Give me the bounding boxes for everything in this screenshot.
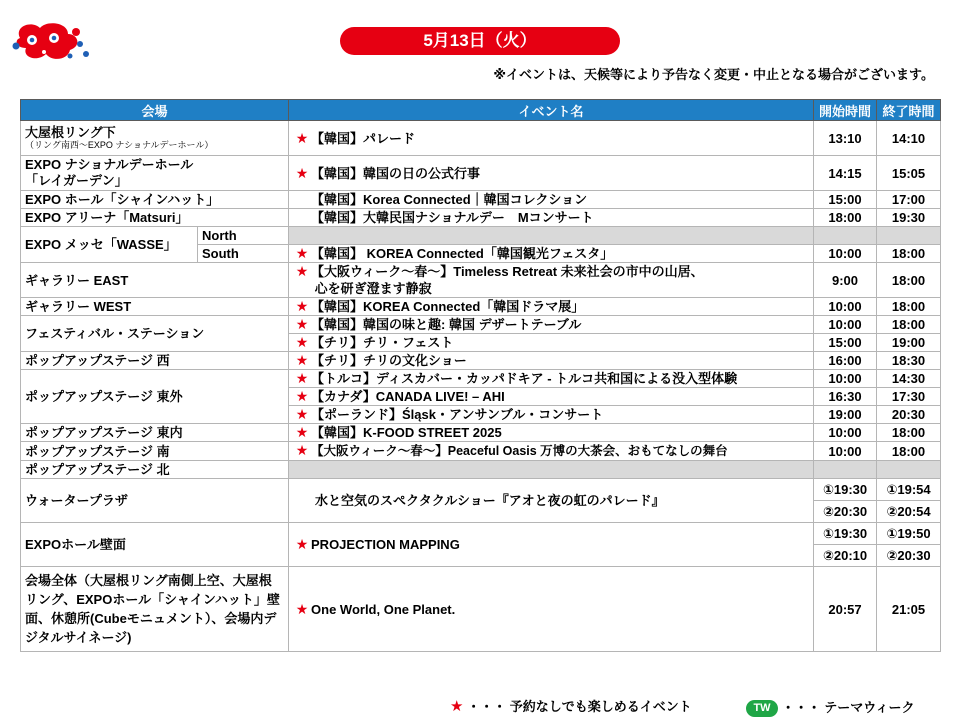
- start-time: 16:30: [814, 388, 877, 406]
- venue-cell: ギャラリー WEST: [21, 298, 289, 316]
- empty-time-cell: [877, 227, 941, 245]
- legend-star: [450, 696, 692, 715]
- table-row: [21, 298, 941, 316]
- start-time: 18:00: [814, 209, 877, 227]
- start-time: 20:57: [814, 567, 877, 652]
- event-cell: ★ One World, One Planet.: [289, 567, 814, 652]
- star-icon: ★: [295, 298, 309, 314]
- start-time: 15:00: [814, 334, 877, 352]
- venue-cell: 会場全体（大屋根リング南側上空、大屋根リング、EXPOホール「シャインハット」壁面、休憩所(Cubeモニュメント）、会場内デジタルサイネージ): [21, 567, 289, 652]
- empty-time-cell: [877, 461, 941, 479]
- start-time: ②20:10: [814, 545, 877, 567]
- start-time: 10:00: [814, 316, 877, 334]
- start-column-header: 開始時間: [814, 100, 877, 121]
- end-time: 20:30: [877, 406, 941, 424]
- empty-time-cell: [814, 461, 877, 479]
- venue-cell: フェスティバル・ステーション: [21, 316, 289, 352]
- event-cell: ★ 【チリ】チリの文化ショー: [289, 352, 814, 370]
- event-cell: ★ 【韓国】KOREA Connected「韓国ドラマ展」: [289, 298, 814, 316]
- star-icon: ★: [295, 370, 309, 386]
- start-time: 15:00: [814, 191, 877, 209]
- event-cell: ★ 【ポーランド】Śląsk・アンサンブル・コンサート: [289, 406, 814, 424]
- start-time: 16:00: [814, 352, 877, 370]
- empty-time-cell: [814, 227, 877, 245]
- start-time: 13:10: [814, 121, 877, 156]
- star-icon: ★: [295, 334, 309, 350]
- end-time: 19:00: [877, 334, 941, 352]
- venue-cell: ポップアップステージ 南: [21, 442, 289, 461]
- event-cell: ★ 【韓国】韓国の味と趣: 韓国 デザートテーブル: [289, 316, 814, 334]
- event-cell: ★ PROJECTION MAPPING: [289, 523, 814, 567]
- legend-theme-week: [746, 697, 914, 717]
- table-row: [21, 442, 941, 461]
- venue-cell: EXPO アリーナ「Matsuri」: [21, 209, 289, 227]
- table-row: [21, 352, 941, 370]
- table-row: [21, 523, 941, 545]
- event-schedule-table: [20, 99, 941, 652]
- table-row: [21, 121, 941, 156]
- table-row: [21, 461, 941, 479]
- end-time: 14:30: [877, 370, 941, 388]
- end-column-header: 終了時間: [877, 100, 941, 121]
- end-time: ②20:30: [877, 545, 941, 567]
- venue-cell: ポップアップステージ 東内: [21, 424, 289, 442]
- table-row: [21, 227, 941, 245]
- event-cell: ★ 【韓国】 KOREA Connected「韓国観光フェスタ」: [289, 245, 814, 263]
- event-cell: ★ 【大阪ウィーク～春～】Peaceful Oasis 万博の大茶会、おもてなしの舞台: [289, 442, 814, 461]
- event-cell: ★ 【韓国】K-FOOD STREET 2025: [289, 424, 814, 442]
- end-time: 18:00: [877, 424, 941, 442]
- table-row: [21, 263, 941, 298]
- empty-event-cell: [289, 227, 814, 245]
- table-row: [21, 370, 941, 388]
- end-time: 18:00: [877, 298, 941, 316]
- venue-cell: 大屋根リング下 （リング南西～EXPO ナショナルデーホール）: [21, 121, 289, 156]
- event-cell: ★ 【トルコ】ディスカバー・カッパドキア - トルコ共和国による没入型体験: [289, 370, 814, 388]
- end-time: 21:05: [877, 567, 941, 652]
- table-row: [21, 567, 941, 652]
- event-cell: 【韓国】Korea Connected｜韓国コレクション: [289, 191, 814, 209]
- event-cell: ★ 【韓国】パレード: [289, 121, 814, 156]
- start-time: ①19:30: [814, 479, 877, 501]
- table-header-row: [21, 100, 941, 121]
- sub-venue-cell: North: [198, 227, 289, 245]
- start-time: 10:00: [814, 442, 877, 461]
- legend-star-text: ・・・ 予約なしでも楽しめるイベント: [467, 699, 692, 714]
- star-icon: ★: [295, 164, 309, 181]
- end-time: 17:00: [877, 191, 941, 209]
- end-time: 18:00: [877, 263, 941, 298]
- venue-cell: ポップアップステージ 西: [21, 352, 289, 370]
- star-icon: ★: [295, 388, 309, 404]
- sub-venue-cell: South: [198, 245, 289, 263]
- star-icon: ★: [295, 442, 309, 458]
- start-time: 19:00: [814, 406, 877, 424]
- venue-cell: ポップアップステージ 北: [21, 461, 289, 479]
- event-column-header: イベント名: [289, 100, 814, 121]
- start-time: ②20:30: [814, 501, 877, 523]
- table-row: [21, 424, 941, 442]
- star-icon: ★: [295, 129, 309, 146]
- start-time: 10:00: [814, 370, 877, 388]
- expo-logo: [10, 16, 94, 64]
- event-cell: ★ 【カナダ】CANADA LIVE! – AHI: [289, 388, 814, 406]
- legend-tw-text: ・・・ テーマウィーク: [781, 700, 915, 715]
- start-time: 10:00: [814, 424, 877, 442]
- venue-column-header: 会場: [21, 100, 289, 121]
- table-row: [21, 156, 941, 191]
- star-icon: ★: [295, 245, 309, 261]
- end-time: ①19:54: [877, 479, 941, 501]
- event-cell: ★ 【韓国】韓国の日の公式行事: [289, 156, 814, 191]
- event-cell: 水と空気のスペクタクルショー『アオと夜の虹のパレード』: [289, 479, 814, 523]
- table-row: [21, 479, 941, 501]
- end-time: 15:05: [877, 156, 941, 191]
- venue-cell: EXPOホール壁面: [21, 523, 289, 567]
- star-icon: ★: [295, 352, 309, 368]
- table-row: [21, 191, 941, 209]
- star-icon: ★: [295, 406, 309, 422]
- date-banner: 5月13日（火）: [340, 27, 620, 55]
- tw-badge: TW: [746, 700, 778, 717]
- venue-cell: ウォータープラザ: [21, 479, 289, 523]
- start-time: 9:00: [814, 263, 877, 298]
- event-cell: ★ 【チリ】チリ・フェスト: [289, 334, 814, 352]
- table-row: [21, 316, 941, 334]
- star-icon: ★: [295, 536, 309, 552]
- event-cell: ★ 【大阪ウィーク～春～】Timeless Retreat 未来社会の市中の山居、 心を研ぎ澄ます静寂: [289, 263, 814, 298]
- star-icon: ★: [295, 424, 309, 440]
- end-time: 18:00: [877, 245, 941, 263]
- event-cell: 【韓国】大韓民国ナショナルデー Mコンサート: [289, 209, 814, 227]
- star-icon: ★: [295, 600, 309, 617]
- star-icon: ★: [295, 316, 309, 332]
- venue-cell: EXPO メッセ「WASSE」: [21, 227, 198, 263]
- notice-text: ※イベントは、天候等により予告なく変更・中止となる場合がございます。: [493, 67, 934, 82]
- table-row: [21, 209, 941, 227]
- venue-cell: EXPO ナショナルデーホール 「レイガーデン」: [21, 156, 289, 191]
- end-time: ①19:50: [877, 523, 941, 545]
- start-time: ①19:30: [814, 523, 877, 545]
- venue-cell: ギャラリー EAST: [21, 263, 289, 298]
- end-time: 14:10: [877, 121, 941, 156]
- start-time: 14:15: [814, 156, 877, 191]
- end-time: 18:00: [877, 442, 941, 461]
- star-icon: ★: [450, 698, 464, 715]
- empty-event-cell: [289, 461, 814, 479]
- venue-cell: EXPO ホール「シャインハット」: [21, 191, 289, 209]
- end-time: 18:00: [877, 316, 941, 334]
- start-time: 10:00: [814, 245, 877, 263]
- start-time: 10:00: [814, 298, 877, 316]
- star-icon: ★: [295, 263, 309, 279]
- end-time: ②20:54: [877, 501, 941, 523]
- end-time: 17:30: [877, 388, 941, 406]
- end-time: 19:30: [877, 209, 941, 227]
- venue-cell: ポップアップステージ 東外: [21, 370, 289, 424]
- end-time: 18:30: [877, 352, 941, 370]
